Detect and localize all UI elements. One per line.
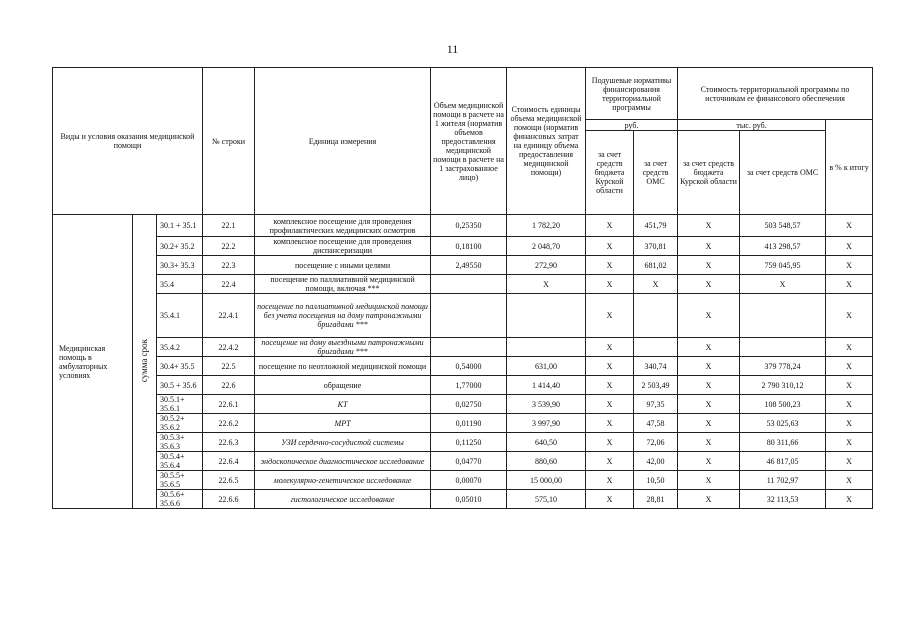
header-rub: руб. — [586, 120, 678, 131]
row-percent: X — [826, 376, 873, 395]
row-code: 30.3+ 35.3 — [157, 256, 203, 275]
row-number: 22.2 — [203, 237, 255, 256]
row-percapita-oms — [634, 338, 678, 357]
row-percapita-oms: 42,00 — [634, 452, 678, 471]
header-row-number: № строки — [203, 68, 255, 215]
row-percapita-budget: X — [586, 256, 634, 275]
row-cost: 575,10 — [507, 490, 586, 509]
row-percapita-oms: 451,79 — [634, 215, 678, 237]
row-volume: 0,04770 — [431, 452, 507, 471]
row-unit: комплексное посещение для проведения диспансеризации — [255, 237, 431, 256]
row-percent: X — [826, 215, 873, 237]
row-volume: 0,05010 — [431, 490, 507, 509]
row-program-budget: X — [678, 357, 740, 376]
row-volume: 0,18100 — [431, 237, 507, 256]
row-program-oms: 759 045,95 — [740, 256, 826, 275]
row-program-oms: 379 778,24 — [740, 357, 826, 376]
row-code: 30.5 + 35.6 — [157, 376, 203, 395]
table-row — [53, 471, 873, 490]
page-number: 11 — [446, 42, 459, 56]
header-cost: Стоимость единицы объема медицинской помощи (норматив финансовых затрат на единицу объема предоставления медицинской помощи) — [507, 68, 586, 215]
row-cost: 1 414,40 — [507, 376, 586, 395]
row-volume: 0,00070 — [431, 471, 507, 490]
row-percapita-oms: 340,74 — [634, 357, 678, 376]
row-code: 30.5.1+ 35.6.1 — [157, 395, 203, 414]
row-percent: X — [826, 395, 873, 414]
row-volume: 1,77000 — [431, 376, 507, 395]
header-percapita-oms: за счет средств ОМС — [634, 131, 678, 215]
row-program-oms: 32 113,53 — [740, 490, 826, 509]
row-volume: 0,02750 — [431, 395, 507, 414]
row-unit: УЗИ сердечно-сосудистой системы — [255, 433, 431, 452]
row-number: 22.3 — [203, 256, 255, 275]
row-code: 30.5.6+ 35.6.6 — [157, 490, 203, 509]
row-volume — [431, 338, 507, 357]
table-row — [53, 490, 873, 509]
row-percapita-oms: 370,81 — [634, 237, 678, 256]
row-cost: 1 782,20 — [507, 215, 586, 237]
row-percapita-oms: 28,81 — [634, 490, 678, 509]
row-percapita-oms — [634, 294, 678, 338]
row-unit: гистологическое исследование — [255, 490, 431, 509]
row-code: 30.1 + 35.1 — [157, 215, 203, 237]
row-percent: X — [826, 490, 873, 509]
row-program-oms: 108 500,23 — [740, 395, 826, 414]
row-percapita-budget: X — [586, 490, 634, 509]
row-program-oms: 53 025,63 — [740, 414, 826, 433]
row-code: 30.5.5+ 35.6.5 — [157, 471, 203, 490]
row-program-budget: X — [678, 395, 740, 414]
row-program-budget: X — [678, 275, 740, 294]
row-program-oms: 46 817,05 — [740, 452, 826, 471]
row-program-budget: X — [678, 376, 740, 395]
row-number: 22.6.5 — [203, 471, 255, 490]
financing-table — [52, 67, 873, 509]
row-cost: 3 539,90 — [507, 395, 586, 414]
row-percapita-budget: X — [586, 452, 634, 471]
row-percent: X — [826, 357, 873, 376]
row-unit: эндоскопическое диагностическое исследование — [255, 452, 431, 471]
row-unit: посещение с иными целями — [255, 256, 431, 275]
row-number: 22.4.2 — [203, 338, 255, 357]
row-code: 30.5.3+ 35.6.3 — [157, 433, 203, 452]
row-volume — [431, 275, 507, 294]
header-percapita: Подушевые нормативы финансирования территориальной программы — [586, 68, 678, 120]
row-number: 22.6.2 — [203, 414, 255, 433]
row-unit: молекулярно-генетическое исследование — [255, 471, 431, 490]
row-percent: X — [826, 256, 873, 275]
row-number: 22.6 — [203, 376, 255, 395]
kind-label: Медицинская помощь в амбулаторных условиях — [53, 215, 133, 509]
row-unit: обращение — [255, 376, 431, 395]
row-program-budget: X — [678, 338, 740, 357]
row-program-oms: 413 298,57 — [740, 237, 826, 256]
row-cost: 2 048,70 — [507, 237, 586, 256]
row-code: 30.4+ 35.5 — [157, 357, 203, 376]
row-cost: X — [507, 275, 586, 294]
row-program-budget: X — [678, 490, 740, 509]
row-number: 22.4.1 — [203, 294, 255, 338]
row-cost — [507, 338, 586, 357]
row-percent: X — [826, 237, 873, 256]
row-program-budget: X — [678, 471, 740, 490]
table-row — [53, 275, 873, 294]
row-volume: 0,25350 — [431, 215, 507, 237]
row-percent: X — [826, 338, 873, 357]
row-unit: посещение по неотложной медицинской помощи — [255, 357, 431, 376]
row-program-budget: X — [678, 433, 740, 452]
row-code: 30.5.4+ 35.6.4 — [157, 452, 203, 471]
row-percapita-oms: 10,50 — [634, 471, 678, 490]
header-unit: Единица измерения — [255, 68, 431, 215]
row-volume: 0,11250 — [431, 433, 507, 452]
row-percapita-budget: X — [586, 338, 634, 357]
header-percapita-budget: за счет средств бюджета Курской области — [586, 131, 634, 215]
row-number: 22.5 — [203, 357, 255, 376]
row-program-oms: 2 790 310,12 — [740, 376, 826, 395]
table-row — [53, 452, 873, 471]
row-percapita-budget: X — [586, 275, 634, 294]
row-number: 22.6.4 — [203, 452, 255, 471]
row-program-oms — [740, 294, 826, 338]
row-unit: комплексное посещение для проведения профилактических медицинских осмотров — [255, 215, 431, 237]
row-code: 30.5.2+ 35.6.2 — [157, 414, 203, 433]
row-cost: 631,00 — [507, 357, 586, 376]
header-thous-rub: тыс. руб. — [678, 120, 826, 131]
header-kind: Виды и условия оказания медицинской помощи — [53, 68, 203, 215]
row-program-oms: 11 702,97 — [740, 471, 826, 490]
row-code: 35.4.2 — [157, 338, 203, 357]
row-cost — [507, 294, 586, 338]
row-percapita-budget: X — [586, 237, 634, 256]
row-cost: 272,90 — [507, 256, 586, 275]
row-program-budget: X — [678, 414, 740, 433]
row-percapita-oms: X — [634, 275, 678, 294]
row-unit: посещение по паллиативной медицинской помощи без учета посещения на дому патронажными бригадами *** — [255, 294, 431, 338]
row-percent: X — [826, 433, 873, 452]
header-percent: в % к итогу — [826, 120, 873, 215]
row-percent: X — [826, 275, 873, 294]
header-program-oms: за счет средств ОМС — [740, 131, 826, 215]
row-percapita-budget: X — [586, 414, 634, 433]
row-cost: 15 000,00 — [507, 471, 586, 490]
row-percapita-budget: X — [586, 215, 634, 237]
row-program-budget: X — [678, 452, 740, 471]
row-number: 22.1 — [203, 215, 255, 237]
table-row — [53, 376, 873, 395]
row-percent: X — [826, 452, 873, 471]
row-unit: КТ — [255, 395, 431, 414]
row-volume: 2,49550 — [431, 256, 507, 275]
row-program-budget: X — [678, 256, 740, 275]
row-number: 22.4 — [203, 275, 255, 294]
row-program-oms — [740, 338, 826, 357]
row-number: 22.6.3 — [203, 433, 255, 452]
row-percapita-budget: X — [586, 395, 634, 414]
row-percent: X — [826, 294, 873, 338]
row-percapita-oms: 681,02 — [634, 256, 678, 275]
row-cost: 3 997,90 — [507, 414, 586, 433]
table-row — [53, 294, 873, 338]
row-percent: X — [826, 414, 873, 433]
row-cost: 640,50 — [507, 433, 586, 452]
table-row — [53, 357, 873, 376]
row-code: 30.2+ 35.2 — [157, 237, 203, 256]
row-percapita-budget: X — [586, 433, 634, 452]
row-percapita-oms: 47,58 — [634, 414, 678, 433]
row-code: 35.4.1 — [157, 294, 203, 338]
row-program-budget: X — [678, 215, 740, 237]
row-percapita-oms: 97,35 — [634, 395, 678, 414]
row-unit: посещение по паллиативной медицинской помощи, включая *** — [255, 275, 431, 294]
row-percapita-budget: X — [586, 376, 634, 395]
row-unit: МРТ — [255, 414, 431, 433]
vertical-label-cell — [133, 215, 157, 509]
row-percapita-oms: 72,06 — [634, 433, 678, 452]
row-unit: посещение на дому выездными патронажными бригадами *** — [255, 338, 431, 357]
row-code: 35.4 — [157, 275, 203, 294]
row-volume: 0,01190 — [431, 414, 507, 433]
table-row — [53, 395, 873, 414]
table-row — [53, 256, 873, 275]
row-program-budget: X — [678, 294, 740, 338]
table-row — [53, 237, 873, 256]
row-percapita-budget: X — [586, 471, 634, 490]
header-program-budget: за счет средств бюджета Курской области — [678, 131, 740, 215]
row-percapita-budget: X — [586, 294, 634, 338]
table-row — [53, 414, 873, 433]
row-program-oms: 80 311,66 — [740, 433, 826, 452]
vertical-label: сумма срок — [139, 338, 149, 383]
header-volume: Объем медицинской помощи в расчете на 1 жителя (норматив объемов предоставления медицинской помощи в расчете на 1 застрахованное лицо) — [431, 68, 507, 215]
row-percapita-budget: X — [586, 357, 634, 376]
row-percent: X — [826, 471, 873, 490]
row-program-oms: 503 548,57 — [740, 215, 826, 237]
table-row — [53, 433, 873, 452]
row-percapita-oms: 2 503,49 — [634, 376, 678, 395]
table-row — [53, 338, 873, 357]
row-number: 22.6.6 — [203, 490, 255, 509]
row-cost: 880,60 — [507, 452, 586, 471]
row-program-budget: X — [678, 237, 740, 256]
header-program-cost: Стоимость территориальной программы по источникам ее финансового обеспечения — [678, 68, 873, 120]
row-volume — [431, 294, 507, 338]
row-volume: 0,54000 — [431, 357, 507, 376]
table-row — [53, 215, 873, 237]
row-program-oms: X — [740, 275, 826, 294]
row-number: 22.6.1 — [203, 395, 255, 414]
